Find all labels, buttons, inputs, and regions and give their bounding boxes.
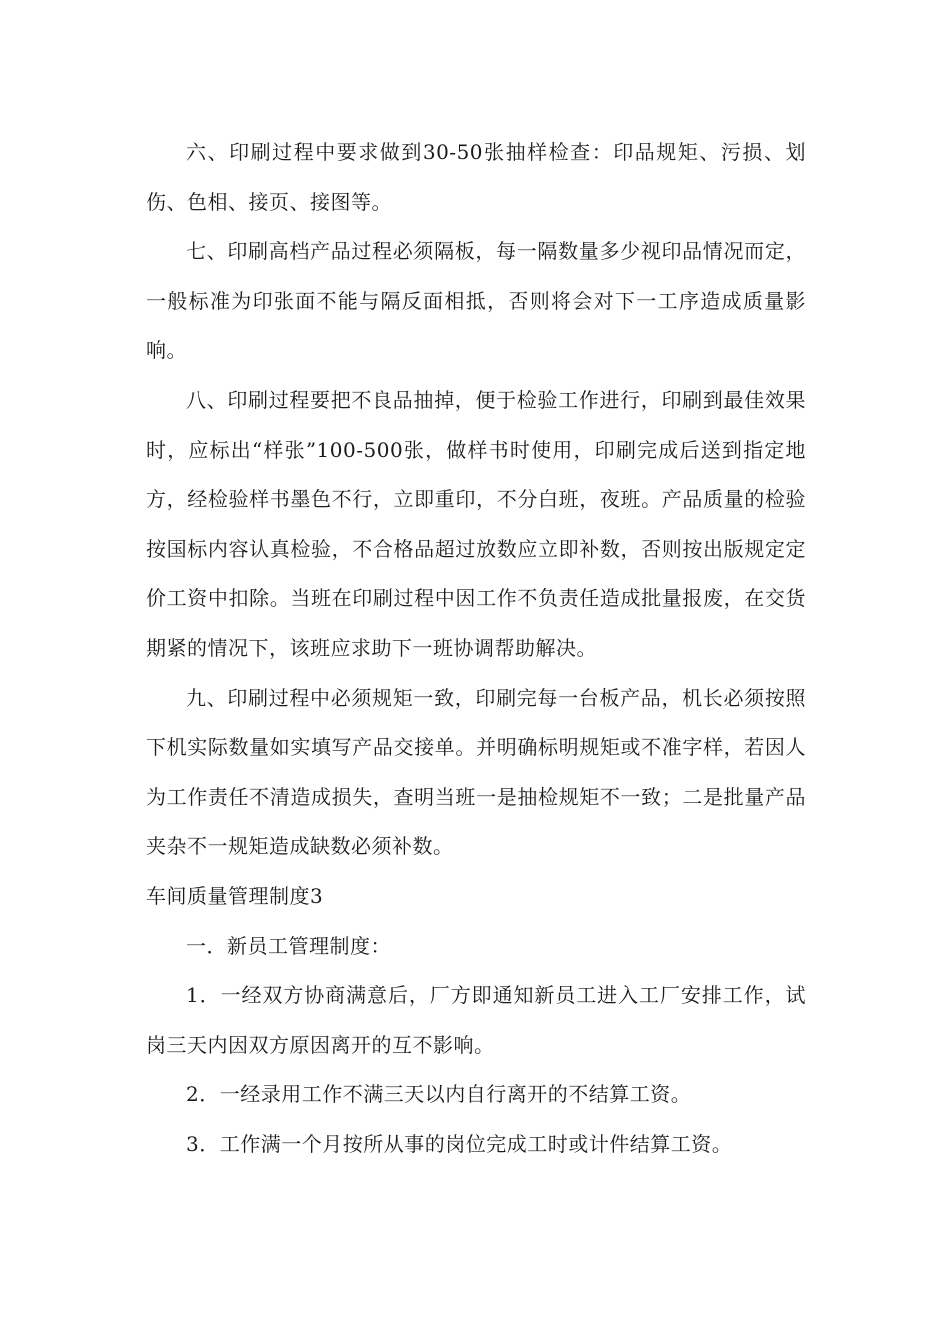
paragraph-8: 八、印刷过程要把不良品抽掉，便于检验工作进行，印刷到最佳效果时，应标出“样张”100-500张，做样书时使用，印刷完成后送到指定地方，经检验样书墨色不行，立即重印，不分白班，夜班。产品质量的检验按国标内容认真检验，不合格品超过放数应立即补数，否则按出版规定定价工资中扣除。当班在印刷过程中因工作不负责任造成批量报废，在交货期紧的情况下，该班应求助下一班协调帮助解决。 (146, 387, 806, 660)
list-item-2: 2．一经录用工作不满三天以内自行离开的不结算工资。 (186, 1082, 692, 1107)
list-item-1: 1．一经双方协商满意后，厂方即通知新员工进入工厂安排工作，试岗三天内因双方原因离开的互不影响。 (146, 983, 806, 1057)
paragraph-9: 九、印刷过程中必须规矩一致，印刷完每一台板产品，机长必须按照下机实际数量如实填写产品交接单。并明确标明规矩或不准字样，若因人为工作责任不清造成损失，查明当班一是抽检规矩不一致；二是批量产品夹杂不一规矩造成缺数必须补数。 (146, 685, 806, 859)
section-title: 车间质量管理制度3 (146, 883, 324, 908)
paragraph-6: 六、印刷过程中要求做到30-50张抽样检查：印品规矩、污损、划伤、色相、接页、接图等。 (146, 140, 806, 214)
subsection-title: 一．新员工管理制度： (186, 933, 391, 958)
list-item-3: 3．工作满一个月按所从事的岗位完成工时或计件结算工资。 (186, 1131, 733, 1156)
document-body (146, 128, 806, 1169)
paragraph-7: 七、印刷高档产品过程必须隔板，每一隔数量多少视印品情况而定，一般标准为印张面不能与隔反面相抵，否则将会对下一工序造成质量影响。 (146, 239, 806, 363)
